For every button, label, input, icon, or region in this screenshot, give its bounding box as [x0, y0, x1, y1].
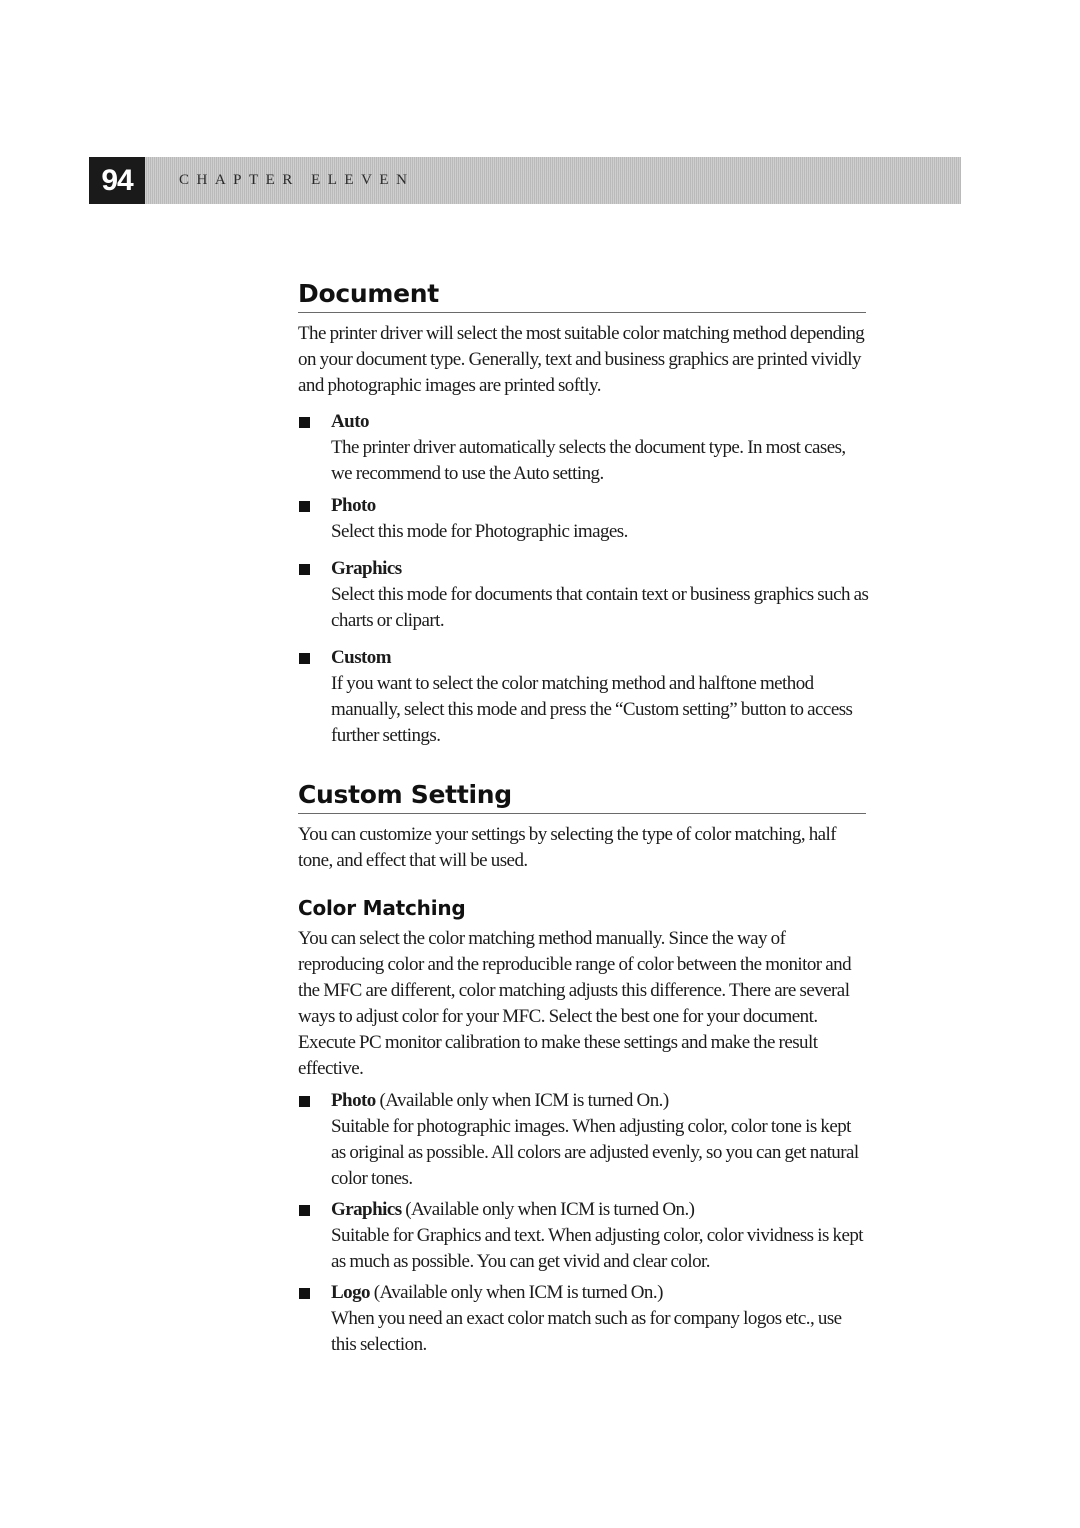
item-title: Custom	[331, 647, 392, 668]
document-section	[298, 278, 868, 749]
page-content	[298, 278, 868, 1358]
document-heading: Document	[298, 279, 439, 308]
color-matching-item-photo	[298, 1088, 868, 1192]
item-description: If you want to select the color matching method and halftone method manually, select this mode and press the “Custom setting” button to access further settings.	[331, 673, 853, 746]
item-description: The printer driver automatically selects the document type. In most cases, we recommend to use the Auto setting.	[331, 437, 846, 484]
heading-rule	[298, 312, 866, 313]
item-title: Photo	[331, 1090, 376, 1111]
item-description: When you need an exact color match such as for company logos etc., use this selection.	[331, 1308, 842, 1355]
item-title: Graphics	[331, 1199, 402, 1220]
item-title: Logo	[331, 1282, 370, 1303]
square-bullet-icon	[299, 501, 310, 512]
item-availability-note: (Available only when ICM is turned On.)	[373, 1282, 663, 1303]
color-matching-item-logo	[298, 1280, 868, 1358]
item-description: Select this mode for Photographic images.	[331, 521, 628, 542]
page-number: 94	[89, 157, 145, 204]
color-matching-section	[298, 894, 868, 1358]
item-availability-note: (Available only when ICM is turned On.)	[379, 1090, 669, 1111]
item-title: Auto	[331, 411, 369, 432]
item-description: Suitable for photographic images. When adjusting color, color tone is kept as original as possible. All colors are adjusted evenly, so you can get natural color tones.	[331, 1116, 859, 1189]
document-item-custom	[298, 645, 868, 749]
document-intro: The printer driver will select the most suitable color matching method depending on your document type. Generally, text and business graphics are printed vividly and photographic images are printed softly.	[298, 323, 865, 396]
item-description: Suitable for Graphics and text. When adjusting color, color vividness is kept as much as possible. You can get vivid and clear color.	[331, 1225, 864, 1272]
document-item-photo	[298, 493, 868, 545]
square-bullet-icon	[299, 564, 310, 575]
item-availability-note: (Available only when ICM is turned On.)	[405, 1199, 695, 1220]
custom-setting-heading: Custom Setting	[298, 780, 512, 809]
chapter-label: CHAPTER ELEVEN	[179, 172, 415, 188]
heading-rule	[298, 813, 866, 814]
item-description: Select this mode for documents that contain text or business graphics such as charts or clipart.	[331, 584, 869, 631]
custom-setting-section	[298, 779, 868, 874]
item-title: Graphics	[331, 558, 402, 579]
custom-setting-intro: You can customize your settings by selecting the type of color matching, half tone, and effect that will be used.	[298, 824, 837, 871]
chapter-header-bar	[89, 157, 961, 204]
color-matching-item-graphics	[298, 1197, 868, 1275]
square-bullet-icon	[299, 1205, 310, 1216]
color-matching-intro: You can select the color matching method manually. Since the way of reproducing color and the reproducible range of color between the monitor and the MFC are different, color matching adjusts this difference. There are several ways to adjust color for your MFC. Select the best one for your document. Execute PC monitor calibration to make these settings and make the result effective.	[298, 928, 852, 1079]
document-item-auto	[298, 409, 868, 487]
square-bullet-icon	[299, 417, 310, 428]
square-bullet-icon	[299, 1288, 310, 1299]
square-bullet-icon	[299, 653, 310, 664]
color-matching-heading: Color Matching	[298, 896, 466, 920]
item-title: Photo	[331, 495, 376, 516]
document-item-graphics	[298, 556, 868, 634]
square-bullet-icon	[299, 1096, 310, 1107]
